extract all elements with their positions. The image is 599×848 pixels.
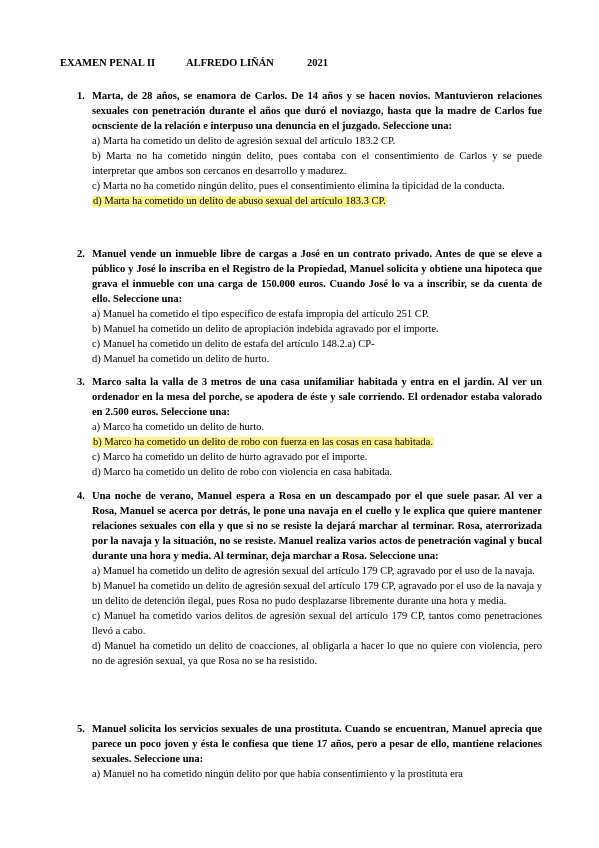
exam-year: 2021 [307,58,328,69]
question-3 [77,375,542,480]
option-c: c) Manuel ha cometido varios delitos de agresión sexual del artículo 179 CP, tantos como penetraciones llevó a cabo. [92,611,542,637]
option-d [92,194,542,209]
exam-title: EXAMEN PENAL II [60,58,156,69]
option-d: d) Manuel ha cometido un delito de coacciones, al obligarla a hacer lo que no quiere con violencia, pero no de agresión sexual, ya que Rosa no se ha resistido. [92,641,542,667]
option-a: a) Manuel ha cometido el tipo específico de estafa impropia del artículo 251 CP. [92,309,430,320]
option-c: c) Marco ha cometido un delito de hurto agravado por el importe. [92,452,368,463]
question-number: 4. [77,491,85,502]
option-d: d) Marco ha cometido un delito de robo con violencia en casa habitada. [92,467,393,478]
exam-author: ALFREDO LIÑÁN [186,58,274,69]
highlighted-answer: d) Marta ha cometido un delito de abuso sexual del artículo 183.3 CP. [93,196,386,207]
option-b: b) Manuel ha cometido un delito de agresión sexual del artículo 179 CP, agravado por el uso de la navaja y un delito de detención ilegal, pues Rosa no pudo desplazarse libremente durante una hora y media. [92,581,542,607]
highlighted-answer: b) Marco ha cometido un delito de robo con fuerza en las cosas en casa habitada. [93,437,433,448]
question-number: 1. [77,91,85,102]
question-stem: Una noche de verano, Manuel espera a Rosa en un descampado por el que suele pasar. Al ver a Rosa, Manuel se acerca por detrás, le pone una navaja en el cuello y le explica que quiere mantener relaciones sexuales con ella y que si no se resiste la dejará marchar al terminar. Rosa, aterrorizada por la navaja y la situación, no se resiste. Manuel realiza varios actos de penetración vaginal y bucal durante una hora y media. Al terminar, deja marchar a Rosa. Seleccione una: [92,491,542,562]
question-stem: Marco salta la valla de 3 metros de una casa unifamiliar habitada y entra en el jardín. Al ver un ordenador en la mesa del porche, se apodera de éste y sale corriendo. El ordenador estaba valorado en 2.500 euros. Seleccione una: [92,377,542,418]
question-2 [77,247,542,367]
question-5 [77,722,542,782]
option-a: a) Manuel no ha cometido ningún delito por que había consentimiento y la prostituta era [92,769,463,780]
question-4 [77,489,542,669]
option-c: c) Manuel ha cometido un delito de estafa del artículo 148.2.a) CP- [92,339,375,350]
option-a: a) Manuel ha cometido un delito de agresión sexual del artículo 179 CP, agravado por el uso de la navaja. [92,566,535,577]
option-b: b) Marta no ha cometido ningún delito, pues contaba con el consentimiento de Carlos y se puede interpretar que ambos son cercanos en desarrollo y madurez. [92,151,542,177]
option-b: b) Manuel ha cometido un delito de apropiación indebida agravado por el importe. [92,324,439,335]
option-b [92,435,542,450]
question-stem: Manuel solicita los servicios sexuales de una prostituta. Cuando se encuentran, Manuel aprecia que parece un poco joven y ésta le confiesa que tiene 17 años, pero a pesar de ello, mantiene relaciones sexuales. Seleccione una: [92,724,542,765]
question-1 [77,89,542,209]
question-stem: Manuel vende un inmueble libre de cargas a José en un contrato privado. Antes de que se eleve a público y José lo inscriba en el Registro de la Propiedad, Manuel solicita y obtiene una hipoteca que grava el inmueble con una carga de 150.000 euros. Cuando José lo va a inscribir, se da cuenta de ello. Seleccione una: [92,249,542,305]
question-number: 3. [77,377,85,388]
option-a: a) Marta ha cometido un delito de agresión sexual del artículo 183.2 CP. [92,136,396,147]
option-c: c) Marta no ha cometido ningún delito, pues el consentimiento elimina la tipicidad de la conducta. [92,181,505,192]
option-a: a) Marco ha cometido un delito de hurto. [92,422,265,433]
exam-header [60,58,328,69]
question-number: 5. [77,724,85,735]
question-number: 2. [77,249,85,260]
option-d: d) Manuel ha cometido un delito de hurto. [92,354,270,365]
question-stem: Marta, de 28 años, se enamora de Carlos. De 14 años y se hacen novios. Mantuvieron relaciones sexuales con penetración durante el años que duró el noviazgo, hasta que la madre de Carlos fue ocnsciente de la relación e interpuso una denuncia en el juzgado. Seleccione una: [92,91,542,132]
